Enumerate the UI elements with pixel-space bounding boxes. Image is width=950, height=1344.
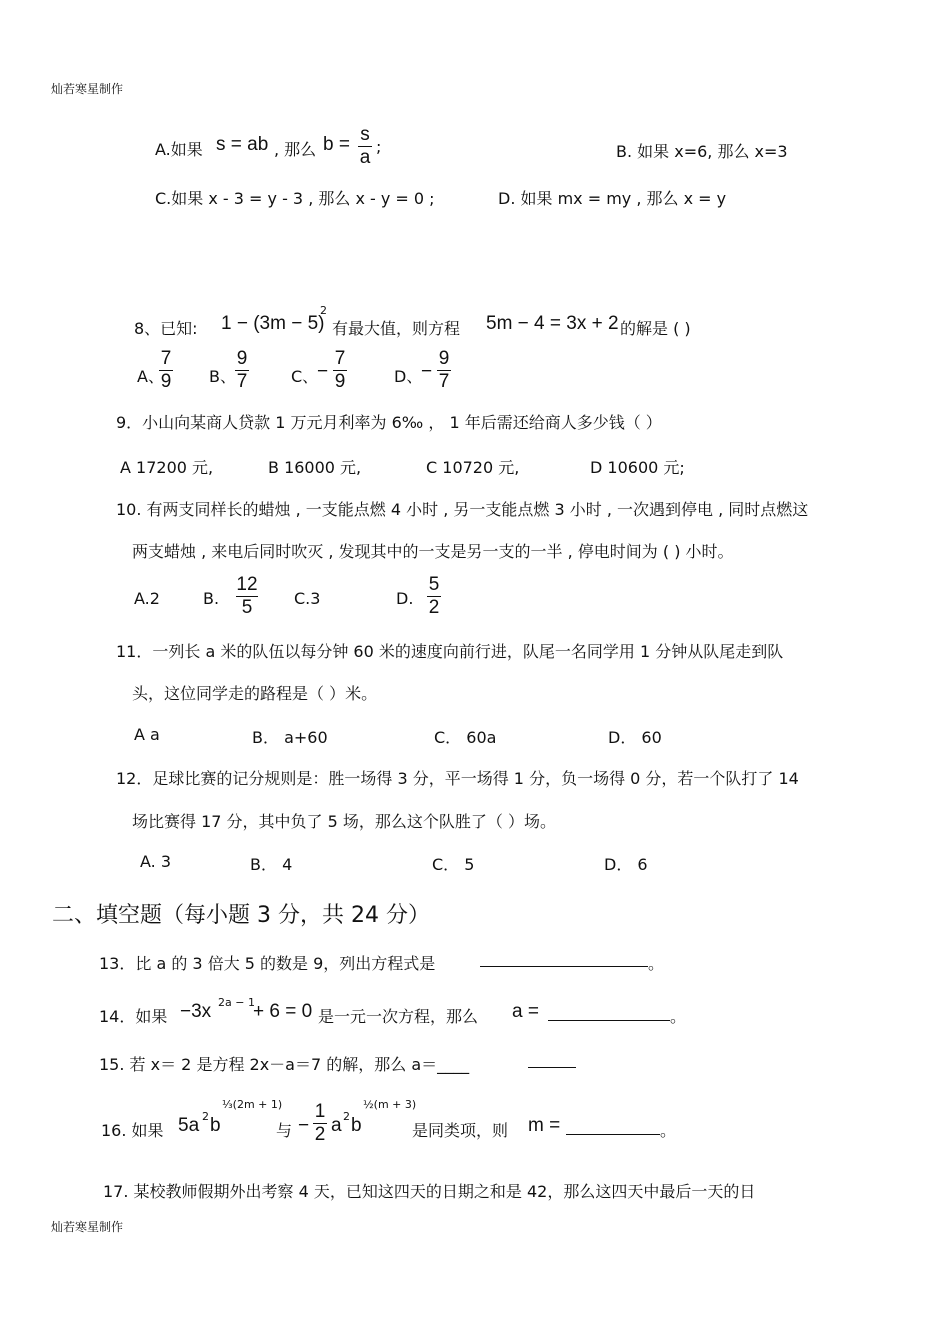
section-2-title: 二、填空题（每小题 3 分，共 24 分） [52,903,430,928]
q8-option-c-label: C、 [291,367,319,386]
q7-option-a-expr: s = ab [216,134,269,155]
q7-option-a-mid: , 那么 [274,140,317,159]
q16-term2-b: b [351,1115,362,1136]
q16-term1-b: b [210,1115,221,1136]
q13-answer-blank [480,952,648,967]
numerator: 9 [236,348,248,369]
q14-exponent: 2a − 1 [218,996,255,1009]
denominator: 9 [160,371,172,392]
q8-option-b-fraction [232,348,252,393]
q10-option-d-fraction [424,574,444,619]
q15-text: 15. 若 x＝ 2 是方程 2x－a＝7 的解，那么 a＝____ [99,1055,470,1074]
q8-option-b-label: B、 [209,367,236,386]
numerator: 7 [160,348,172,369]
q12-line-1: 12．足球比赛的记分规则是：胜一场得 3 分，平一场得 1 分，负一场得 0 分，若一个队打了 14 [116,769,799,788]
denominator: 9 [334,371,346,392]
q10-option-d-label: D. [396,589,414,608]
q8-option-d-sign: − [421,361,433,382]
q8-option-c-fraction [330,348,350,393]
q8-option-d-fraction [434,348,454,393]
q9-option-b: B 16000 元, [268,458,362,477]
q7-option-a-label: A.如果 [155,140,203,159]
q8-option-a-label: A、 [137,367,164,386]
q16-variable: m = [528,1115,561,1136]
q7-option-d: D. 如果 mx = my , 那么 x = y [498,189,727,208]
q10-option-c: C.3 [294,589,321,608]
q14-answer-blank [548,1006,670,1021]
q9-text: 9．小山向某商人贷款 1 万元月利率为 6‰ ， 1 年后需还给商人多少钱（ ） [116,413,662,432]
q9-option-a: A 17200 元, [120,458,214,477]
q12-option-b: B． 4 [250,855,293,874]
q14-tail: 。 [670,1007,687,1026]
q7-fraction-numerator: s [360,124,370,145]
numerator: 1 [314,1101,326,1122]
q10-line-1: 10. 有两支同样长的蜡烛 , 一支能点燃 4 小时 , 另一支能点燃 3 小时 , 一次遇到停电 , 同时点燃这 [116,500,809,519]
q8-expression: 1 − (3m − 5) [221,313,325,334]
header-watermark: 灿若寒星制作 [51,82,124,96]
q11-line-2: 头，这位同学走的路程是（ ）米。 [132,684,378,703]
q8-mid: 有最大值，则方程 [332,319,461,338]
q9-option-c: C 10720 元, [426,458,520,477]
q14-expr-rest: + 6 = 0 [253,1001,313,1022]
q16-mid: 是同类项，则 [412,1121,509,1140]
denominator: 7 [438,371,450,392]
q14-mid: 是一元一次方程，那么 [318,1007,479,1026]
q16-term1-exponent: 2 [202,1110,209,1123]
q11-option-d: D． 60 [608,728,662,747]
q16-term1: 5a [178,1115,200,1136]
q8-exponent: 2 [320,304,327,317]
denominator: 7 [236,371,248,392]
q8-option-c-sign: − [317,361,329,382]
q16-answer-blank [566,1120,660,1135]
q7-option-a-b: b = [323,134,350,155]
q16-term2: a [331,1115,342,1136]
q10-option-a: A.2 [134,589,160,608]
q7-fraction-denominator: a [359,147,371,168]
q15-answer-blank [528,1053,576,1068]
q13-text: 13．比 a 的 3 倍大 5 的数是 9，列出方程式是 [99,954,436,973]
q16-tail: 。 [660,1121,677,1140]
q16-fraction [310,1101,330,1146]
q8-label: 8、已知: [134,319,198,338]
q10-line-2: 两支蜡烛 , 来电后同时吹灭 , 发现其中的一支是另一支的一半 , 停电时间为 ( ) 小时。 [132,542,734,561]
numerator: 7 [334,348,346,369]
denominator: 2 [428,597,440,618]
q7-option-a-end: ; [376,137,382,156]
q16-sign: − [298,1115,310,1136]
q12-line-2: 场比赛得 17 分，其中负了 5 场，那么这个队胜了（ ）场。 [132,812,556,831]
q9-option-d: D 10600 元; [590,458,685,477]
q11-option-a: A a [134,725,160,744]
denominator: 2 [314,1124,326,1145]
numerator: 9 [438,348,450,369]
footer-watermark: 灿若寒星制作 [51,1220,124,1234]
q12-option-a: A. 3 [140,852,172,871]
q14-label: 14．如果 [99,1007,168,1026]
q7-option-b: B. 如果 x=6, 那么 x=3 [616,142,788,161]
q8-option-d-label: D、 [394,367,423,386]
q14-variable: a = [512,1001,539,1022]
q16-term2-exponent: 2 [343,1110,350,1123]
q11-line-1: 11．一列长 a 米的队伍以每分钟 60 米的速度向前行进，队尾一名同学用 1 分钟从队尾走到队 [116,642,784,661]
q12-option-c: C． 5 [432,855,475,874]
q8-option-a-fraction [156,348,176,393]
q13-tail: 。 [648,954,665,973]
q16-term2-b-exponent: ½(m + 3) [363,1098,417,1111]
q8-tail: 的解是 ( ) [620,319,691,338]
q16-label: 16. 如果 [101,1121,164,1140]
q14-expr: −3x [180,1001,212,1022]
q16-term1-b-exponent: ⅓(2m + 1) [222,1098,283,1111]
q8-equation: 5m − 4 = 3x + 2 [486,313,619,334]
question-17: 17. 某校教师假期外出考察 4 天，已知这四天的日期之和是 42，那么这四天中最后一天的日 [103,1182,756,1201]
q10-option-b-fraction [234,574,260,619]
q11-option-b: B． a+60 [252,728,328,747]
q7-option-c: C.如果 x - 3 = y - 3 , 那么 x - y = 0 ; [155,189,435,208]
q10-option-b-label: B. [203,589,220,608]
numerator: 12 [236,574,258,595]
denominator: 5 [241,597,253,618]
q7-option-a-fraction [356,124,374,169]
q11-option-c: C． 60a [434,728,497,747]
q12-option-d: D． 6 [604,855,648,874]
q16-with: 与 [276,1121,293,1140]
numerator: 5 [428,574,440,595]
